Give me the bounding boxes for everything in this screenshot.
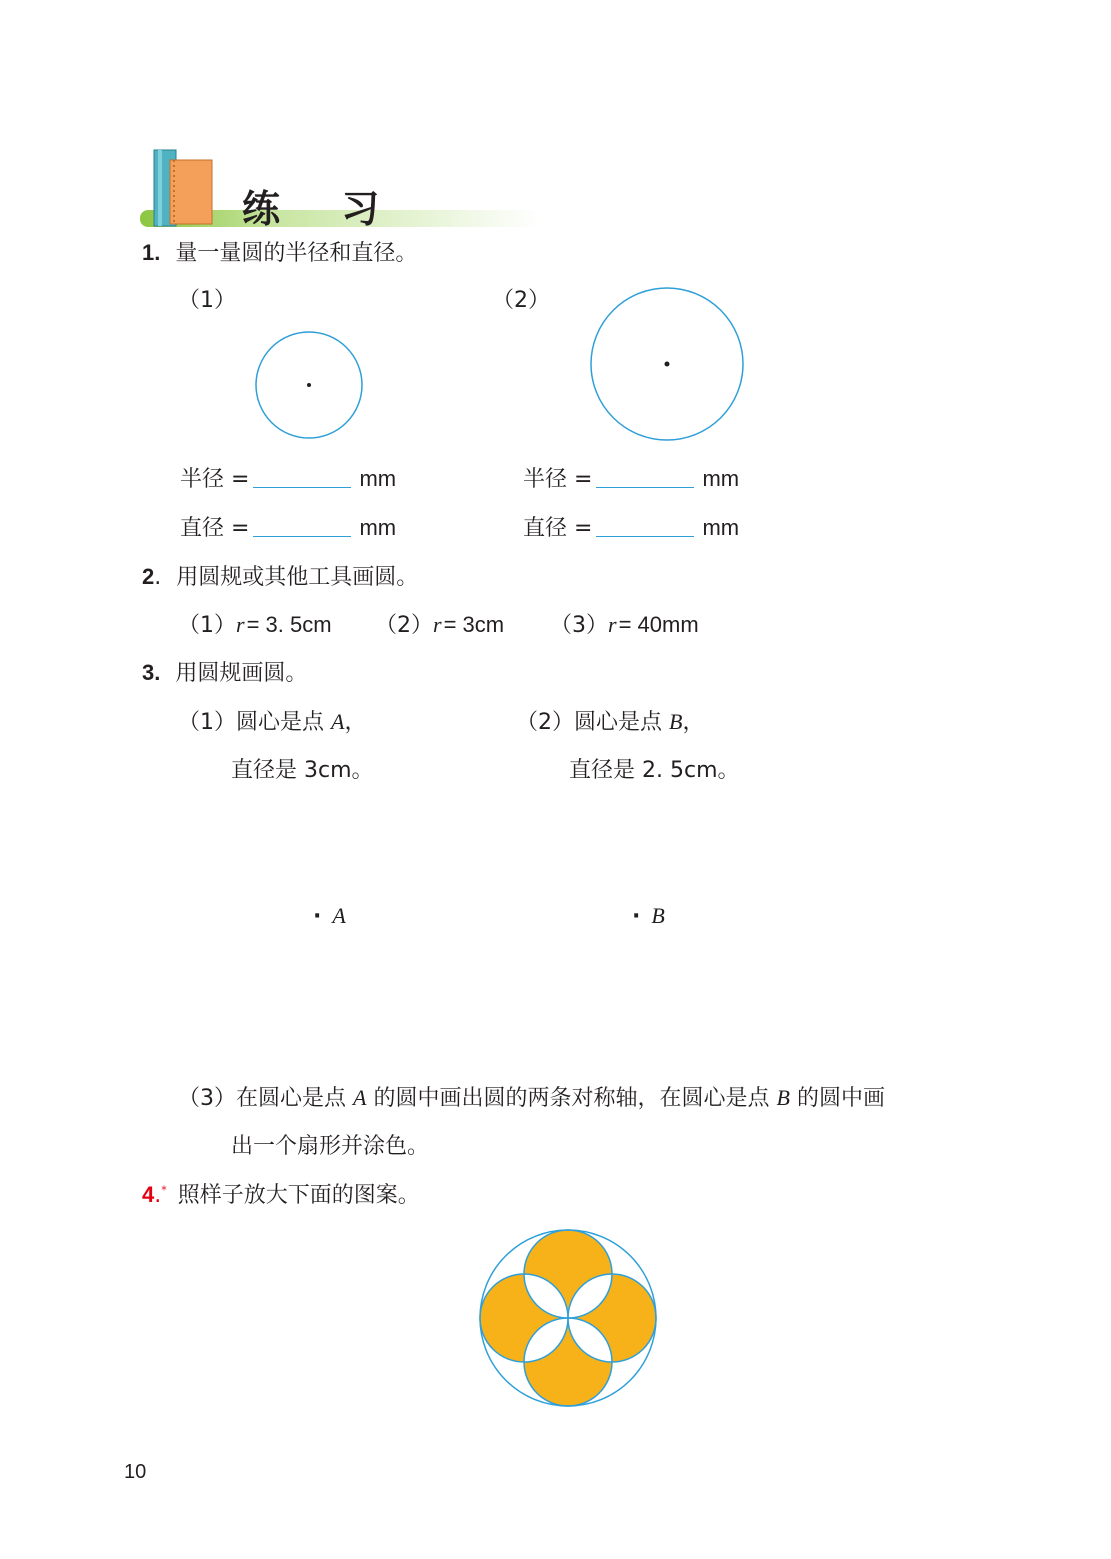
page-title: 练 习 [242, 187, 404, 231]
point-b-dot: · [632, 904, 641, 929]
question-text: 用圆规画圆。 [175, 661, 308, 686]
question-number: 2 [142, 564, 155, 589]
answer-blank[interactable] [253, 536, 351, 537]
point-b [632, 905, 665, 928]
question-3 [142, 662, 307, 685]
flower-pattern [473, 1224, 663, 1414]
section-header [130, 140, 550, 235]
answer-blank[interactable] [253, 487, 351, 488]
page-number: 10 [124, 1461, 147, 1483]
question-text: 量一量圆的半径和直径。 [175, 241, 418, 266]
q2-item-2: （2）r= 3cm [375, 612, 505, 638]
question-1 [142, 242, 417, 265]
question-number: 4 [142, 1182, 155, 1207]
q3-item-1: （1）圆心是点 A， [178, 709, 367, 735]
circle-1 [249, 325, 369, 445]
radius-answer-1: 半径 = mm [180, 466, 397, 492]
question-text: 用圆规或其他工具画圆。 [176, 565, 419, 590]
answer-blank[interactable] [596, 487, 694, 488]
book-icon [148, 142, 218, 232]
point-a-label: A [332, 903, 346, 928]
answer-blank[interactable] [596, 536, 694, 537]
diameter-answer-2: 直径 = mm [523, 515, 740, 541]
sub-label-1: （1） [178, 288, 236, 313]
q2-item-3: （3）r= 40mm [550, 612, 699, 638]
q2-item-1: （1）r= 3. 5cm [178, 612, 332, 638]
q3-item-3: （3）在圆心是点 A 的圆中画出圆的两条对称轴，在圆心是点 B 的圆中画 [178, 1085, 885, 1111]
question-number: 1. [142, 240, 161, 265]
point-b-label: B [651, 903, 665, 928]
q3-item-2-line2: 直径是 2. 5cm。 [569, 758, 740, 783]
question-number: 3. [142, 660, 161, 685]
sub-label-2: （2） [492, 288, 550, 313]
radius-answer-2: 半径 = mm [523, 466, 740, 492]
center-dot [665, 362, 670, 367]
question-4: 4.* 照样子放大下面的图案。 [142, 1182, 420, 1208]
point-a [313, 905, 346, 928]
diameter-answer-1: 直径 = mm [180, 515, 397, 541]
q3-item-1-line2: 直径是 3cm。 [231, 758, 374, 783]
center-dot [307, 383, 311, 387]
optional-star: * [161, 1183, 167, 1197]
point-a-dot: · [313, 904, 322, 929]
q3-item-2: （2）圆心是点 B， [516, 709, 705, 735]
question-2: 2. 用圆规或其他工具画圆。 [142, 564, 419, 590]
q3-item-3-line2: 出一个扇形并涂色。 [231, 1134, 430, 1159]
question-text: 照样子放大下面的图案。 [177, 1183, 420, 1208]
circle-2 [582, 279, 752, 449]
